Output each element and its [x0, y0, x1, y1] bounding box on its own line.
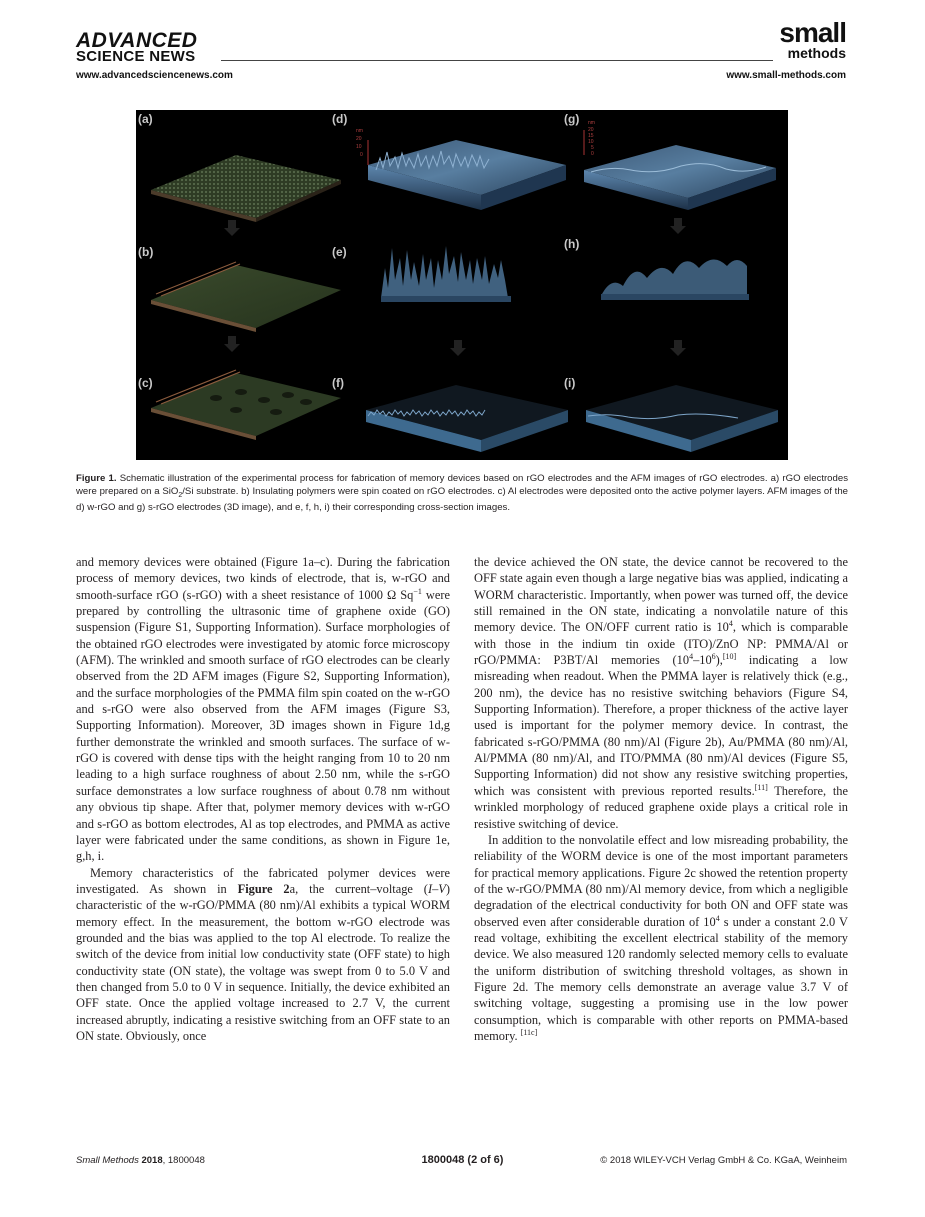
arrow-e-to-f [450, 340, 466, 356]
axis-g-tick-3: 5 [591, 145, 594, 151]
left-p2-dash: – [432, 881, 439, 896]
left-p2-text-a: Memory characteristics of the fabricated polymer devices were investigated. As shown in [76, 865, 450, 896]
left-p2-text-b: a, the current–voltage ( [289, 881, 428, 896]
publisher-name-line1: ADVANCED [76, 29, 198, 52]
right-paragraph-1 [474, 554, 848, 832]
arrow-g-to-h [670, 218, 686, 234]
panel-f-cross-section [366, 385, 568, 452]
body-column-left [76, 554, 450, 1044]
footer-journal-year: 2018 [141, 1155, 163, 1166]
left-p1-text: and memory devices were obtained (Figure 1a–c). During the fabrication process of memory devices, two kinds of electrode, that is, w-rGO and smooth-surface rGO (s-rGO) with a sheet resistance of 1000 Ω Sq [76, 555, 450, 602]
arrow-b-to-c [224, 336, 240, 352]
panel-a-slab [151, 155, 341, 222]
reference-11[interactable]: [11] [754, 782, 768, 792]
right-p1-sup-2: 4 [689, 651, 694, 661]
footer-copyright: © 2018 WILEY-VCH Verlag GmbH & Co. KGaA, Weinheim [600, 1155, 847, 1166]
right-p1-text-f: Therefore, the wrinkled morphology of reduced graphene oxide plays a critical role in resistive switching of device. [474, 783, 848, 831]
figure-1-image [136, 110, 788, 460]
panel-label-e: (e) [332, 245, 347, 259]
reference-11c[interactable]: [11c] [520, 1027, 538, 1037]
footer-article-number: , 1800048 [162, 1155, 205, 1166]
caption-text-2: /Si substrate. b) Insulating polymers were spin coated on rGO electrodes. c) Al electrodes were deposited onto the active polymer layers. AFM images of the d) w-rGO and g) s-rGO electrodes (3D image), and e, f, h, i) their corresponding cross-section images. [76, 485, 849, 514]
footer-journal-name: Small Methods [76, 1155, 139, 1166]
panel-label-i: (i) [564, 376, 576, 390]
right-p1-sup-3: 6 [711, 651, 716, 661]
right-p1-text-e: indicating a low misreading when readout. When the PMMA layer is relatively thick (e.g., 200 nm), the device has no resistive switching behaviors (Figure S4, Supporting Information). Therefore, a proper thickness of the active layer used is important for the polymer memory device. In contrast, the fabricated s-rGO/PMMA (80 nm)/Al (Figure 2b), Au/PMMA (80 nm)/Al, Al/PMMA (80 nm)/Al, and ITO/PMMA (80 nm)/Al devices (Figure S5, Supporting Information) did not show any resistive switching properties, which was consistent with previous reported results. [474, 653, 848, 798]
panel-i-cross-section [586, 385, 778, 452]
panel-h-cross-section [601, 259, 749, 300]
axis-d-tick-0: 20 [356, 136, 362, 142]
right-p2-text-a: In addition to the nonvolatile effect and low misreading probability, the reliability of the WORM device is one of the most important parameters for practical memory applications. Figure 2c showed the retention property of the w-rGO/PMMA (80 nm)/Al memory device, from which a negligible degradation of the electrical conductivity for both ON and OFF state was observed even after considerable duration of 10 [474, 832, 848, 929]
caption-label: Figure 1. [76, 473, 117, 484]
right-p1-text-b: , which is comparable with those in the indium tin oxide (ITO)/ZnO NP: PMMA/Al or rGO/PMMA: P3BT/Al memories (10 [474, 620, 848, 668]
journal-name-line1: small [779, 17, 846, 48]
panel-c-slab [151, 370, 341, 440]
left-paragraph-1 [76, 554, 450, 865]
panel-label-f: (f) [332, 376, 344, 390]
axis-d-tick-2: 0 [360, 152, 363, 158]
header-rule [221, 60, 773, 61]
caption-text-1: Schematic illustration of the experimental process for fabrication of memory devices based on rGO electrodes and the AFM images of rGO electrodes. a) rGO electrodes were prepared on a SiO [76, 473, 848, 497]
footer-page-number: 1800048 (2 of 6) [421, 1154, 504, 1166]
publisher-url[interactable]: www.advancedsciencenews.com [76, 70, 233, 81]
panel-b-slab [151, 262, 341, 332]
left-p1-sup: −1 [413, 586, 422, 596]
panel-label-a: (a) [138, 112, 153, 126]
left-paragraph-2 [76, 865, 450, 1045]
panel-e-cross-section [381, 246, 511, 302]
axis-g-tick-0: 20 [588, 127, 594, 133]
left-p1-text-b: were prepared by controlling the ultrasonic time of graphene oxide (GO) suspension (Figure S1, Supporting Information). Surface morphologies of the obtained rGO electrodes were investigated by atomic force microscopy (AFM). The wrinkled and smooth surface of rGO electrodes can be clearly observed from the 2D AFM images (Figure S2, Supporting Information), and the surface morphologies of the PMMA film spin coated on the w-rGO and s-rGO were also observed from the AFM images (Figure S3, Supporting Information). Moreover, 3D images shown in Figure 1d,g further demonstrate the wrinkled and smooth surfaces. The surface of w-rGO is covered with dense tips with the height ranging from 10 to 20 nm leading to a high surface roughness of about 2.50 nm, while the s-rGO surface demonstrates a low surface roughness of about 0.78 nm without any obvious tip shape. After that, polymer memory devices with w-rGO and s-rGO as bottom electrodes, Al as top electrodes, and PMMA as active layer were fabricated under the same conditions, as shown in Figure 1e, g,h, i. [76, 587, 450, 864]
left-p2-italic-i: I [427, 881, 433, 896]
left-p2-italic-v: V [438, 881, 446, 896]
axis-g-tick-4: 0 [591, 151, 594, 157]
publisher-name-line2: SCIENCE NEWS [76, 48, 196, 65]
panel-label-g: (g) [564, 112, 580, 126]
right-p1-sup-1: 4 [728, 619, 733, 629]
panel-label-d: (d) [332, 112, 348, 126]
body-column-right [474, 554, 848, 1044]
left-p2-text-c: ) characteristic of the w-rGO/PMMA (80 nm)/Al exhibits a typical WORM memory effect. In the measurement, the bottom w-rGO electrode was grounded and the bias was applied to the top Al electrode. To realize the switch of the device from initial low conductivity state (OFF state) to high conductivity state (ON state), the voltage was swept from 0 to 5.0 V and then changed from 5.0 to 0 V in sequence. Initially, the device exhibited an OFF state. Once the applied voltage increased to 2.7 V, the current increased abruptly, indicating a resistive switching from an OFF state to an ON state. Obviously, once [76, 881, 450, 1043]
figure-caption [76, 473, 848, 515]
publisher-logo [76, 30, 256, 64]
caption-sub: 2 [178, 491, 183, 499]
arrow-a-to-b [224, 220, 240, 236]
axis-g-tick-2: 10 [588, 139, 594, 145]
figure-2-ref[interactable]: Figure 2 [237, 881, 290, 896]
panel-label-h: (h) [564, 237, 580, 251]
axis-g-unit: nm [588, 120, 595, 126]
axis-g-tick-1: 15 [588, 133, 594, 139]
axis-d-unit: nm [356, 128, 363, 134]
reference-10[interactable]: [10] [722, 651, 737, 661]
right-p2-text-b: s under a constant 2.0 V read voltage, exhibiting the excellent electrical stability of the memory device. We also measured 120 randomly selected memory cells to evaluate the uniform distribution of switching threshold voltages, as shown in Figure 2d. The memory cells demonstrate an average value 3.7 V of switching voltage, suggesting a promising use in the low power consumption, which is comparable with other reports on PMMA-based memory. [474, 914, 849, 1043]
panel-label-c: (c) [138, 376, 153, 390]
right-p1-text-a: the device achieved the ON state, the device cannot be recovered to the OFF state again even though a large negative bias was applied, indicating a WORM characteristic. Importantly, when power was turned off, the device still remained in the ON state, indicating a nonvolatile nature of this memory device. The ON/OFF current ratio is 10 [474, 555, 848, 635]
panel-d-afm [368, 140, 566, 210]
right-p1-text-d: ), [715, 653, 723, 668]
panel-g-afm [584, 130, 776, 210]
panel-label-b: (b) [138, 245, 154, 259]
right-p2-sup: 4 [715, 913, 720, 923]
arrow-h-to-i [670, 340, 686, 356]
journal-url[interactable]: www.small-methods.com [726, 70, 846, 81]
journal-name-line2: methods [787, 45, 846, 61]
journal-logo [779, 17, 846, 61]
right-p1-text-c: –10 [693, 653, 712, 668]
right-paragraph-2 [474, 832, 848, 1044]
figure-1-graphic [136, 110, 788, 460]
axis-d-tick-1: 10 [356, 144, 362, 150]
